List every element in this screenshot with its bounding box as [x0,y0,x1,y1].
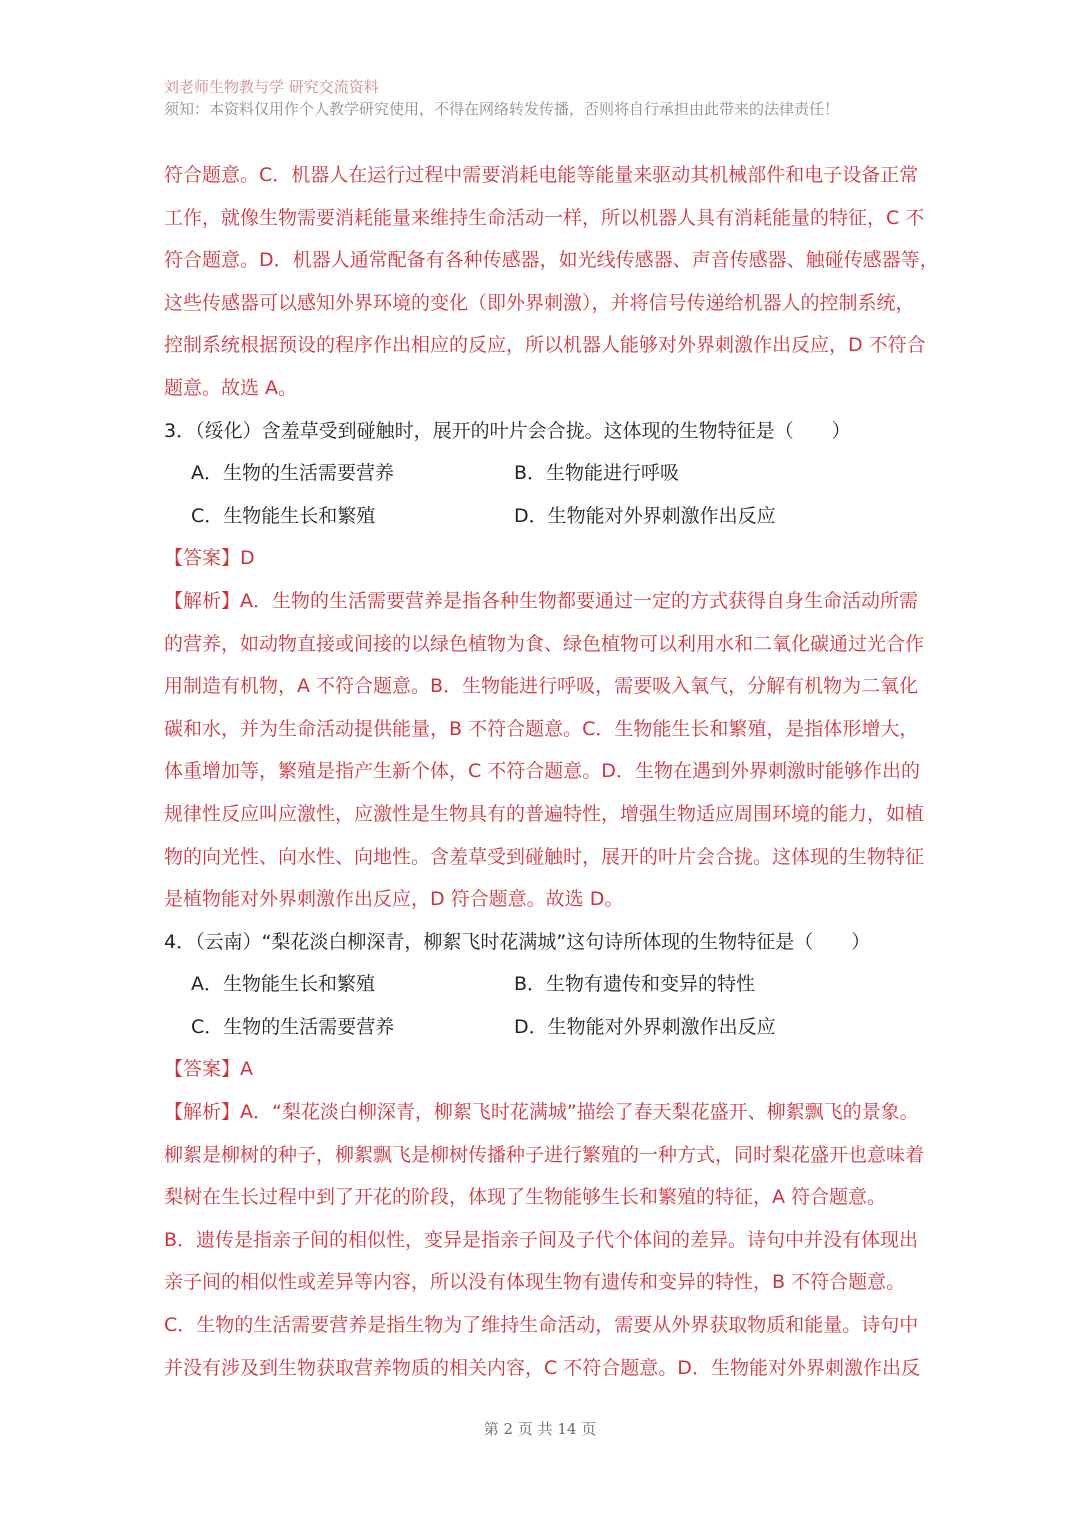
analysis-line: 【解析】A．“梨花淡白柳深青，柳絮飞时花满城”描绘了春天梨花盛开、柳絮飘飞的景象。 [164,1101,919,1124]
option-d: D．生物能对外界刺激作出反应 [514,504,776,527]
analysis-line: 题意。故选 A。 [164,376,298,399]
question-4-stem: 4．（云南）“梨花淡白柳深青，柳絮飞时花满城”这句诗所体现的生物特征是（ ） [164,930,871,953]
question-3-options-row-2 [164,495,934,538]
document-body [164,154,939,1389]
analysis-line: B．遗传是指亲子间的相似性，变异是指亲子间及子代个体间的差异。诗句中并没有体现出 [164,1228,919,1251]
analysis-line: 这些传感器可以感知外界环境的变化（即外界刺激），并将信号传递给机器人的控制系统， [164,291,915,314]
option-b: B．生物有遗传和变异的特性 [514,973,756,996]
analysis-line: 符合题意。D．机器人通常配备有各种传感器，如光线传感器、声音传感器、触碰传感器等， [164,249,939,272]
header-notice: 须知：本资料仅用作个人教学研究使用，不得在网络转发传播，否则将自行承担由此带来的法律责任！ [164,100,840,118]
option-b: B．生物能进行呼吸 [514,462,680,485]
page-header [164,76,964,120]
analysis-line: 并没有涉及到生物获取营养物质的相关内容，C 不符合题意。D．生物能对外界刺激作出反 [164,1356,920,1379]
analysis-line: 用制造有机物，A 不符合题意。B．生物能进行呼吸，需要吸入氧气，分解有机物为二氧化 [164,675,919,698]
analysis-line: 的营养，如动物直接或间接的以绿色植物为食、绿色植物可以利用水和二氧化碳通过光合作 [164,632,925,655]
option-c: C．生物能生长和繁殖 [191,504,376,527]
analysis-line: 梨树在生长过程中到了开花的阶段，体现了生物能够生长和繁殖的特征，A 符合题意。 [164,1186,887,1209]
question-3-answer: 【答案】D [164,547,255,570]
header-title: 刘老师生物教与学 研究交流资料 [164,78,379,96]
analysis-line: 工作，就像生物需要消耗能量来维持生命活动一样，所以机器人具有消耗能量的特征，C 不 [164,206,925,229]
analysis-line: 物的向光性、向水性、向地性。含羞草受到碰触时，展开的叶片会合拢。这体现的生物特征 [164,845,925,868]
analysis-line: 控制系统根据预设的程序作出相应的反应，所以机器人能够对外界刺激作出反应，D 不符合 [164,334,926,357]
question-4-options-row-1 [164,963,934,1006]
option-a: A．生物的生活需要营养 [191,462,394,485]
analysis-line: 是植物能对外界刺激作出反应，D 符合题意。故选 D。 [164,888,624,911]
question-4-options-row-2 [164,1006,934,1049]
question-4-answer: 【答案】A [164,1058,253,1081]
option-d: D．生物能对外界刺激作出反应 [514,1015,776,1038]
question-3-options-row-1 [164,452,934,495]
analysis-line: 【解析】A．生物的生活需要营养是指各种生物都要通过一定的方式获得自身生命活动所需 [164,589,918,612]
page-number: 第 2 页 共 14 页 [483,1420,597,1438]
analysis-line: 符合题意。C．机器人在运行过程中需要消耗电能等能量来驱动其机械部件和电子设备正常 [164,164,919,186]
analysis-line: 规律性反应叫应激性，应激性是生物具有的普遍特性，增强生物适应周围环境的能力，如植 [164,802,925,825]
analysis-line: 亲子间的相似性或差异等内容，所以没有体现生物有遗传和变异的特性，B 不符合题意。 [164,1271,906,1294]
analysis-line: 碳和水，并为生命活动提供能量，B 不符合题意。C．生物能生长和繁殖，是指体形增大， [164,717,919,740]
analysis-line: 体重增加等，繁殖是指产生新个体，C 不符合题意。D．生物在遇到外界刺激时能够作出的 [164,760,920,783]
option-c: C．生物的生活需要营养 [191,1015,395,1038]
question-3-stem: 3．（绥化）含羞草受到碰触时，展开的叶片会合拢。这体现的生物特征是（ ） [164,419,851,442]
analysis-line: 柳絮是柳树的种子，柳絮飘飞是柳树传播种子进行繁殖的一种方式，同时梨花盛开也意味着 [164,1143,925,1166]
analysis-line: C．生物的生活需要营养是指生物为了维持生命活动，需要从外界获取物质和能量。诗句中 [164,1314,919,1337]
option-a: A．生物能生长和繁殖 [191,973,375,996]
